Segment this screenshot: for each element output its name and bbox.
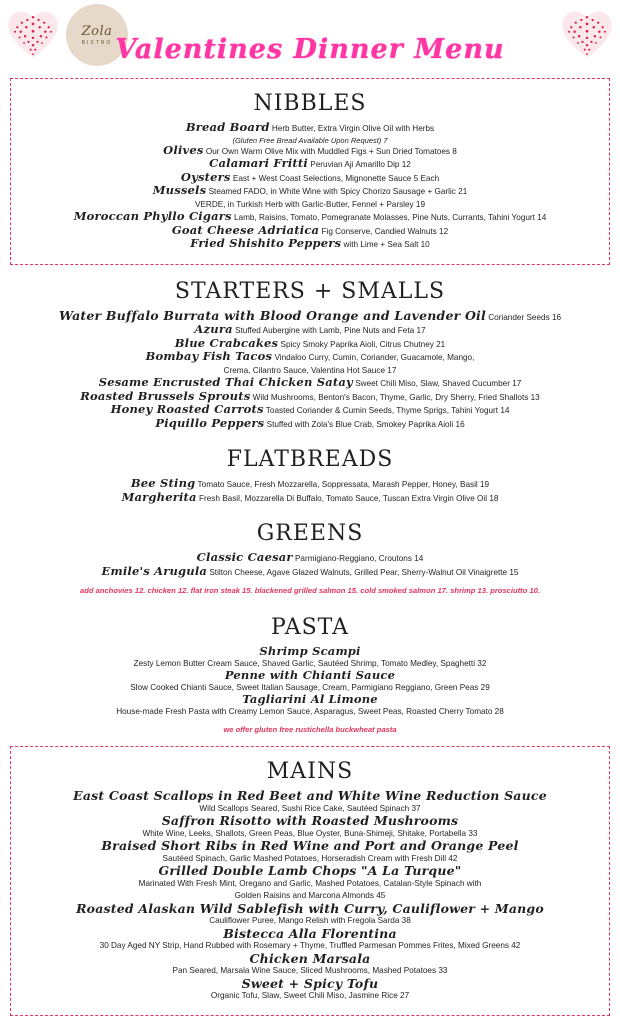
section-title: NIBBLES (253, 91, 367, 116)
menu-item (10, 489, 610, 505)
menu-item (10, 388, 610, 404)
menu-item-name: Bombay Fish Tacos (145, 349, 273, 363)
menu-item-name: Grilled Double Lamb Chops "A La Turque" (158, 863, 462, 878)
section-pink-note: we offer gluten free rustichella buckwheat pasta (223, 725, 397, 734)
menu-section (0, 607, 620, 740)
logo-subtitle: BISTRO (81, 39, 113, 46)
menu-sections (0, 78, 620, 1022)
menu-item-name: Azura (194, 322, 233, 336)
menu-item (21, 185, 599, 198)
menu-section (0, 439, 620, 507)
menu-item (10, 563, 610, 579)
menu-item-description: Sautéed Spinach, Garlic Mashed Potatoes, Horseradish Cream with Fresh Dill 42 (162, 853, 458, 863)
menu-item (21, 815, 599, 839)
menu-item-name: East Coast Scallops in Red Beet and White Wine Reduction Sauce (73, 788, 547, 803)
menu-item (10, 335, 610, 351)
menu-item (10, 324, 610, 337)
menu-item (21, 900, 599, 927)
menu-item-description: Zesty Lemon Butter Cream Sauce, Shaved Garlic, Sautéed Shrimp, Tomato Medley, Spaghetti 32 (133, 658, 487, 668)
menu-item-name: Mussels (152, 183, 207, 197)
menu-item-description: Toasted Coriander & Cumin Seeds, Thyme Sprigs, Tahini Yogurt 14 (263, 406, 510, 415)
menu-item-name: Braised Short Ribs in Red Wine and Port and Orange Peel (101, 838, 519, 853)
menu-item (21, 975, 599, 1002)
menu-item (10, 646, 610, 669)
menu-item-description: Slow Cooked Chianti Sauce, Sweet Italian Sausage, Cream, Parmigiano Reggiano, Green Peas 29 (130, 682, 490, 692)
menu-item-description: Golden Raisins and Marcona Almonds 45 (234, 891, 386, 900)
menu-item (10, 415, 610, 431)
menu-item-description: Stuffed with Zola's Blue Crab, Smokey Paprika Aioli 16 (264, 419, 465, 429)
menu-item-description: Coriander Seeds 16 (485, 312, 562, 322)
menu-item-name: Goat Cheese Adriatica (171, 222, 320, 237)
menu-item (21, 790, 599, 814)
menu-item (21, 925, 599, 952)
menu-item (21, 238, 599, 251)
menu-item-description: VERDE, in Turkish Herb with Garlic-Butter, Fennel + Parsley 19 (194, 199, 426, 209)
menu-item (10, 404, 610, 417)
menu-item-description: Parmigiano-Reggiano, Croutons 14 (292, 554, 424, 563)
menu-header (0, 0, 620, 78)
menu-item-name: Oysters (180, 169, 231, 184)
menu-item-name: Blue Crabcakes (174, 335, 279, 350)
menu-item-name: Tagliarini Al Limone (242, 692, 378, 706)
menu-item-description: with Lime + Sea Salt 10 (341, 240, 430, 249)
menu-item-description: White Wine, Leeks, Shallots, Green Peas, Blue Oyster, Buna-Shimeji, Shitake, Portabella 33 (142, 828, 478, 838)
menu-item-name: Sesame Encrusted Thai Chicken Satay (98, 375, 353, 389)
menu-item-name: Classic Caesar (196, 550, 293, 564)
menu-item-name: Olives (163, 142, 204, 157)
menu-item-name: Margherita (121, 489, 197, 504)
section-title: FLATBREADS (226, 447, 394, 472)
menu-item (21, 840, 599, 864)
menu-item-name: Chicken Marsala (249, 950, 371, 966)
menu-item-description: Tomato Sauce, Fresh Mozzarella, Soppressata, Marash Pepper, Honey, Basil 19 (195, 480, 490, 489)
menu-item-description: Organic Tofu, Slaw, Sweet Chili Miso, Jasmine Rice 27 (210, 991, 410, 1000)
menu-item-description: Herb Butter, Extra Virgin Olive Oil with Herbs (269, 124, 435, 133)
menu-item-name: Roasted Alaskan Wild Sablefish with Curry, Cauliflower + Mango (76, 900, 544, 916)
menu-item (10, 694, 610, 717)
menu-item-name: Emile's Arugula (101, 563, 208, 578)
menu-item-name: Saffron Risotto with Roasted Mushrooms (161, 813, 459, 828)
section-title: STARTERS + SMALLS (174, 278, 446, 304)
menu-item-description: 30 Day Aged NY Strip, Hand Rubbed with Rosemary + Thyme, Truffled Parmesan Pommes Frites, Mixed Greens 42 (99, 941, 521, 950)
section-title: GREENS (256, 521, 364, 546)
menu-item (21, 865, 599, 889)
menu-item-description: Wild Scallops Seared, Sushi Rice Cake, Sautéed Spinach 37 (199, 803, 421, 813)
menu-item-description: Peruvian Aji Amarillo Dip 12 (308, 160, 411, 169)
menu-item-description: Our Own Warm Olive Mix with Muddled Figs + Sun Dried Tomatoes 8 (203, 146, 457, 156)
menu-note: (Gluten Free Bread Available Upon Request) 7 (232, 135, 388, 145)
menu-item (10, 478, 610, 491)
menu-item-name: Calamari Fritti (209, 156, 308, 170)
menu-item-description: Stuffed Aubergine with Lamb, Pine Nuts and Feta 17 (232, 326, 426, 335)
menu-item-description: Fresh Basil, Mozzarella Di Buffalo, Tomato Sauce, Tuscan Extra Virgin Olive Oil 18 (196, 493, 499, 503)
heart-icon (558, 6, 616, 62)
menu-section (10, 78, 610, 265)
menu-item-name: Water Buffalo Burrata with Blood Orange and Lavender Oil (58, 307, 486, 323)
menu-item-description: Steamed FADO, in White Wine with Spicy Chorizo Sausage + Garlic 21 (206, 187, 468, 196)
section-spacer (0, 1016, 620, 1022)
menu-item-description: Cauliflower Puree, Mango Relish with Fregola Sarda 38 (209, 916, 411, 925)
menu-item-description: Spicy Smoky Paprika Aioli, Citrus Chutney 21 (278, 339, 446, 349)
menu-item (10, 351, 610, 364)
menu-item (10, 307, 610, 324)
logo-name: Zola (81, 23, 113, 39)
menu-item-name: Roasted Brussels Sprouts (80, 388, 251, 403)
section-title: MAINS (266, 759, 354, 784)
section-title: PASTA (270, 615, 350, 640)
menu-item-description: Lamb, Raisins, Tomato, Pomegranate Molasses, Pine Nuts, Currants, Tahini Yogurt 14 (231, 213, 547, 222)
menu-item-name: Honey Roasted Carrots (110, 402, 264, 416)
menu-item-name: Sweet + Spicy Tofu (241, 975, 379, 991)
menu-item-description: Marinated With Fresh Mint, Oregano and Garlic, Mashed Potatoes, Catalan-Style Spinach with (138, 878, 482, 888)
menu-item-description: House-made Fresh Pasta with Creamy Lemon Sauce, Asparagus, Sweet Peas, Roasted Cherry Tomato 28 (116, 706, 504, 716)
menu-section (0, 271, 620, 434)
menu-item-description: Pan Seared, Marsala Wine Sauce, Sliced Mushrooms, Mashed Potatoes 33 (172, 966, 448, 975)
menu-item (10, 670, 610, 693)
menu-item-description: Vindaloo Curry, Cumin, Coriander, Guacamole, Mango, (272, 353, 475, 362)
menu-item-name: Bread Board (185, 120, 270, 134)
menu-item-name: Penne with Chianti Sauce (224, 668, 396, 682)
menu-item-name: Moroccan Phyllo Cigars (73, 209, 232, 223)
menu-item (10, 552, 610, 565)
menu-item-description: East + West Coast Selections, Mignonette Sauce 5 Each (230, 173, 440, 183)
section-pink-note: add anchovies 12. chicken 12. flat iron steak 15. blackened grilled salmon 15. cold smoked salmon 17. shrimp 13. prosciutto 10. (79, 586, 540, 595)
menu-item-name: Fried Shishito Peppers (190, 236, 342, 250)
menu-item (21, 158, 599, 171)
menu-item-name: Bee Sting (130, 476, 196, 490)
menu-item-description: Sweet Chili Miso, Slaw, Shaved Cucumber 17 (352, 379, 522, 388)
page-title: Valentines Dinner Menu (115, 34, 505, 65)
menu-item-description: Stilton Cheese, Agave Glazed Walnuts, Grilled Pear, Sherry-Walnut Oil Vinaigrette 15 (207, 567, 519, 577)
menu-item (21, 122, 599, 135)
menu-item (21, 950, 599, 977)
menu-item-description: Wild Mushrooms, Benton's Bacon, Thyme, Garlic, Dry Sherry, Fried Shallots 13 (250, 392, 540, 402)
menu-section (10, 746, 610, 1016)
menu-item-name: Shrimp Scampi (259, 644, 361, 658)
menu-item-description: Fig Conserve, Candied Walnuts 12 (319, 226, 449, 236)
menu-item (21, 142, 599, 158)
menu-item (21, 169, 599, 185)
menu-item-name: Bistecca Alla Florentina (223, 925, 397, 941)
menu-section (0, 513, 620, 601)
menu-item-name: Piquillo Peppers (155, 415, 265, 430)
menu-item-description: Crema, Cilantro Sauce, Valentina Hot Sauce 17 (223, 365, 397, 375)
